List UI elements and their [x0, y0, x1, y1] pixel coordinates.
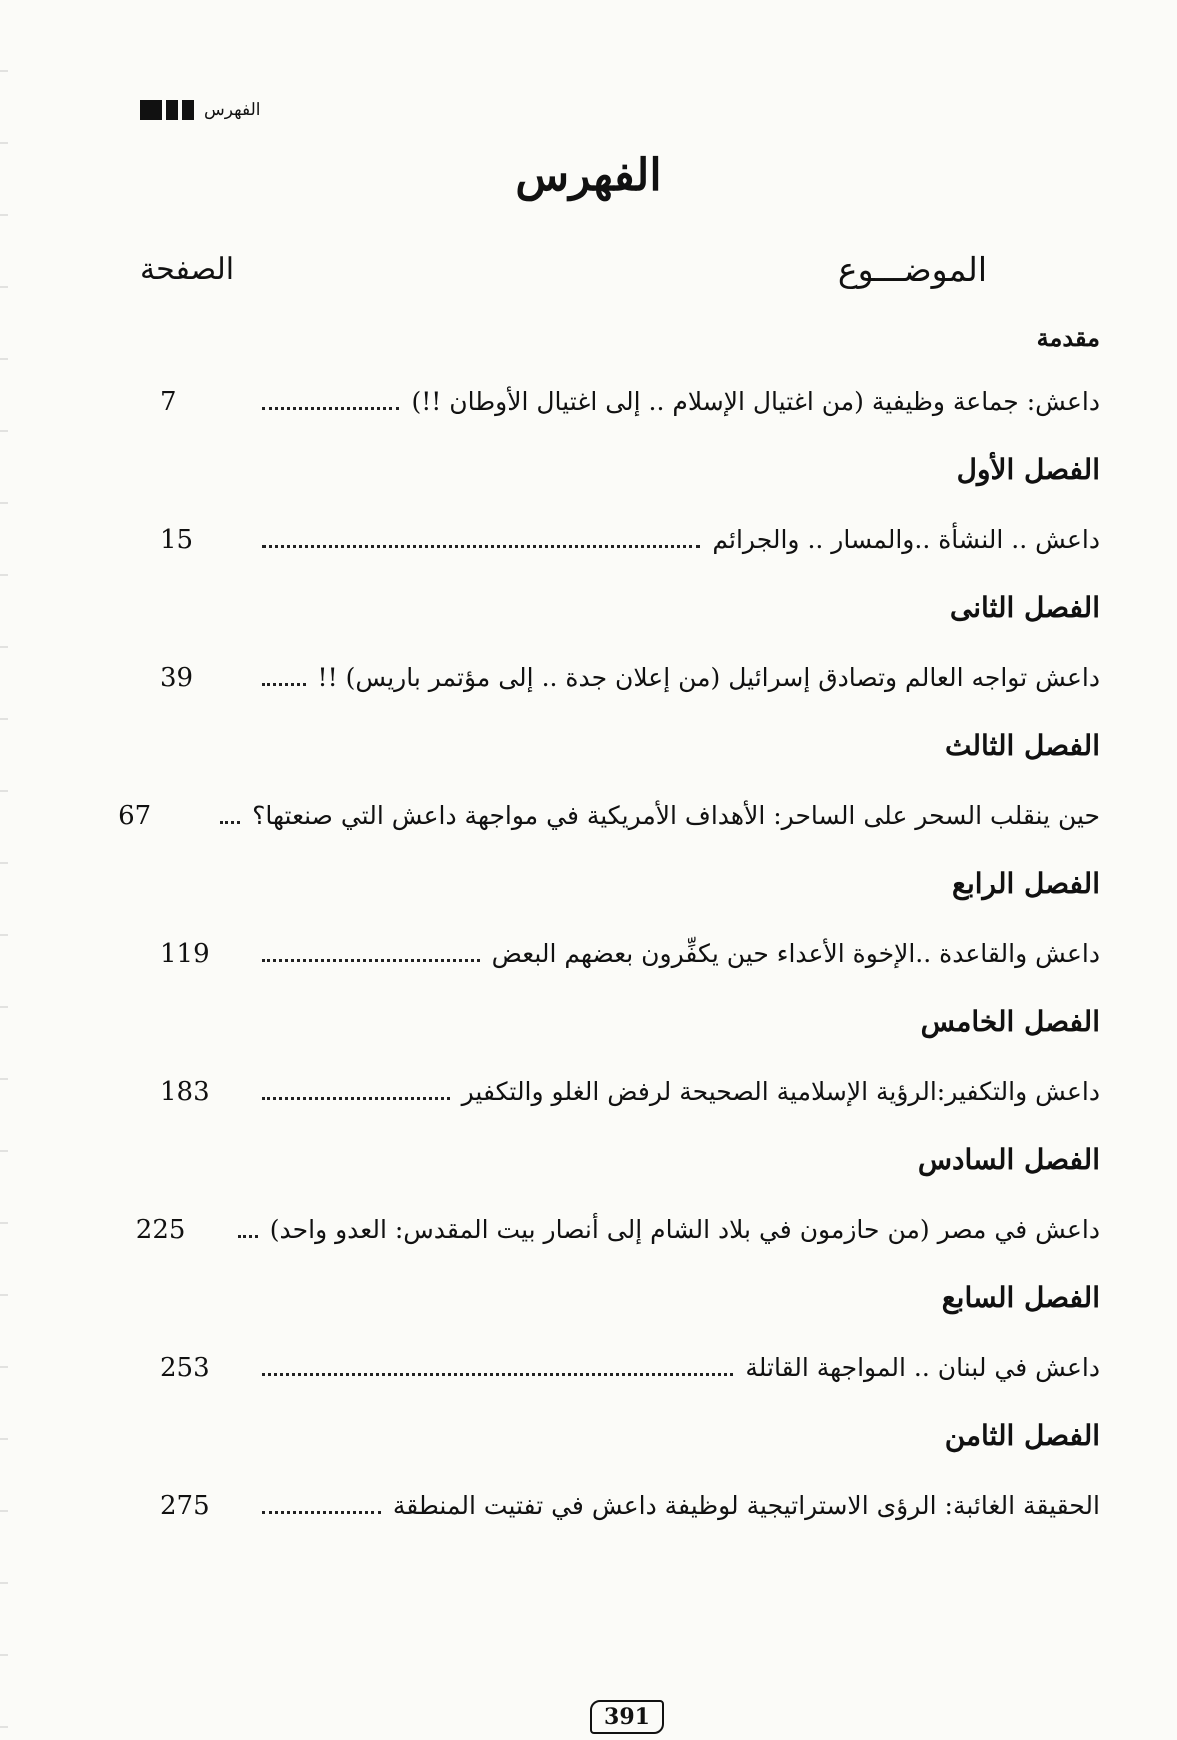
toc-entry-title: الحقيقة الغائبة: الرؤى الاستراتيجية لوظيفة داعش في تفتيت المنطقة: [392, 1491, 1100, 1520]
leader-dots: [220, 820, 240, 824]
chapter-heading: الفصل الخامس: [920, 1005, 1100, 1038]
toc-entry[interactable]: [140, 1072, 1100, 1140]
chapter-heading: الفصل الأول: [956, 453, 1100, 486]
page-edge: [0, 0, 8, 1740]
leader-dots: [238, 1234, 258, 1238]
toc-entry-title: داعش .. النشأة ..والمسار .. والجرائم: [712, 525, 1100, 554]
column-header-page: الصفحة: [140, 252, 235, 287]
toc-entry[interactable]: [140, 658, 1100, 726]
running-head-ornament: [140, 100, 194, 120]
leader-dots: [262, 958, 480, 962]
toc-entry-page: 7: [160, 387, 177, 417]
leader-dots: [262, 1510, 381, 1514]
page-title: الفهرس: [515, 150, 662, 201]
chapter-heading: الفصل الرابع: [952, 867, 1100, 900]
toc-entry[interactable]: [140, 934, 1100, 1002]
toc-entry-page: 67: [118, 801, 152, 831]
toc-entry[interactable]: [140, 1348, 1100, 1416]
chapter-heading: الفصل السابع: [941, 1281, 1100, 1314]
toc-entry-page: 225: [135, 1215, 186, 1245]
toc-entry-page: 15: [160, 525, 194, 555]
toc-entry-page: 39: [160, 663, 194, 693]
toc-entry[interactable]: [118, 796, 1100, 864]
toc-entry-title: حين ينقلب السحر على الساحر: الأهداف الأمريكية في مواجهة داعش التي صنعتها؟: [252, 801, 1100, 830]
table-of-contents: [118, 318, 1100, 1554]
page-number: 391: [590, 1700, 664, 1734]
toc-entry-page: 119: [160, 939, 210, 969]
intro-heading: مقدمة: [1036, 323, 1100, 352]
chapter-heading: الفصل الثانى: [949, 591, 1100, 624]
leader-dots: [262, 1096, 450, 1100]
leader-dots: [262, 682, 306, 686]
leader-dots: [262, 406, 399, 410]
leader-dots: [262, 1372, 733, 1376]
toc-entry-title: داعش: جماعة وظيفية (من اغتيال الإسلام .. إلى اغتيال الأوطان !!): [411, 387, 1100, 416]
toc-entry[interactable]: [140, 382, 1100, 450]
chapter-heading: الفصل السادس: [917, 1143, 1100, 1176]
toc-entry-page: 275: [160, 1491, 210, 1521]
toc-entry[interactable]: [140, 1486, 1100, 1554]
running-head: [140, 100, 260, 120]
toc-entry-title: داعش والتكفير:الرؤية الإسلامية الصحيحة لرفض الغلو والتكفير: [461, 1077, 1100, 1106]
chapter-heading: الفصل الثامن: [944, 1419, 1100, 1452]
leader-dots: [262, 544, 700, 548]
toc-entry-title: داعش في لبنان .. المواجهة القاتلة: [745, 1353, 1100, 1382]
toc-entry-title: داعش تواجه العالم وتصادق إسرائيل (من إعلان جدة .. إلى مؤتمر باريس) !!: [317, 663, 1100, 692]
chapter-heading: الفصل الثالث: [944, 729, 1100, 762]
toc-entry-title: داعش والقاعدة ..الإخوة الأعداء حين يكفِّرون بعضهم البعض: [491, 939, 1100, 968]
toc-entry-page: 253: [160, 1353, 210, 1383]
running-head-text: الفهرس: [204, 100, 261, 120]
column-header-subject: الموضـــوع: [837, 250, 987, 289]
toc-entry[interactable]: [140, 520, 1100, 588]
toc-entry[interactable]: [135, 1210, 1100, 1278]
toc-entry-title: داعش في مصر (من حازمون في بلاد الشام إلى أنصار بيت المقدس: العدو واحد): [269, 1215, 1100, 1244]
toc-entry-page: 183: [160, 1077, 210, 1107]
